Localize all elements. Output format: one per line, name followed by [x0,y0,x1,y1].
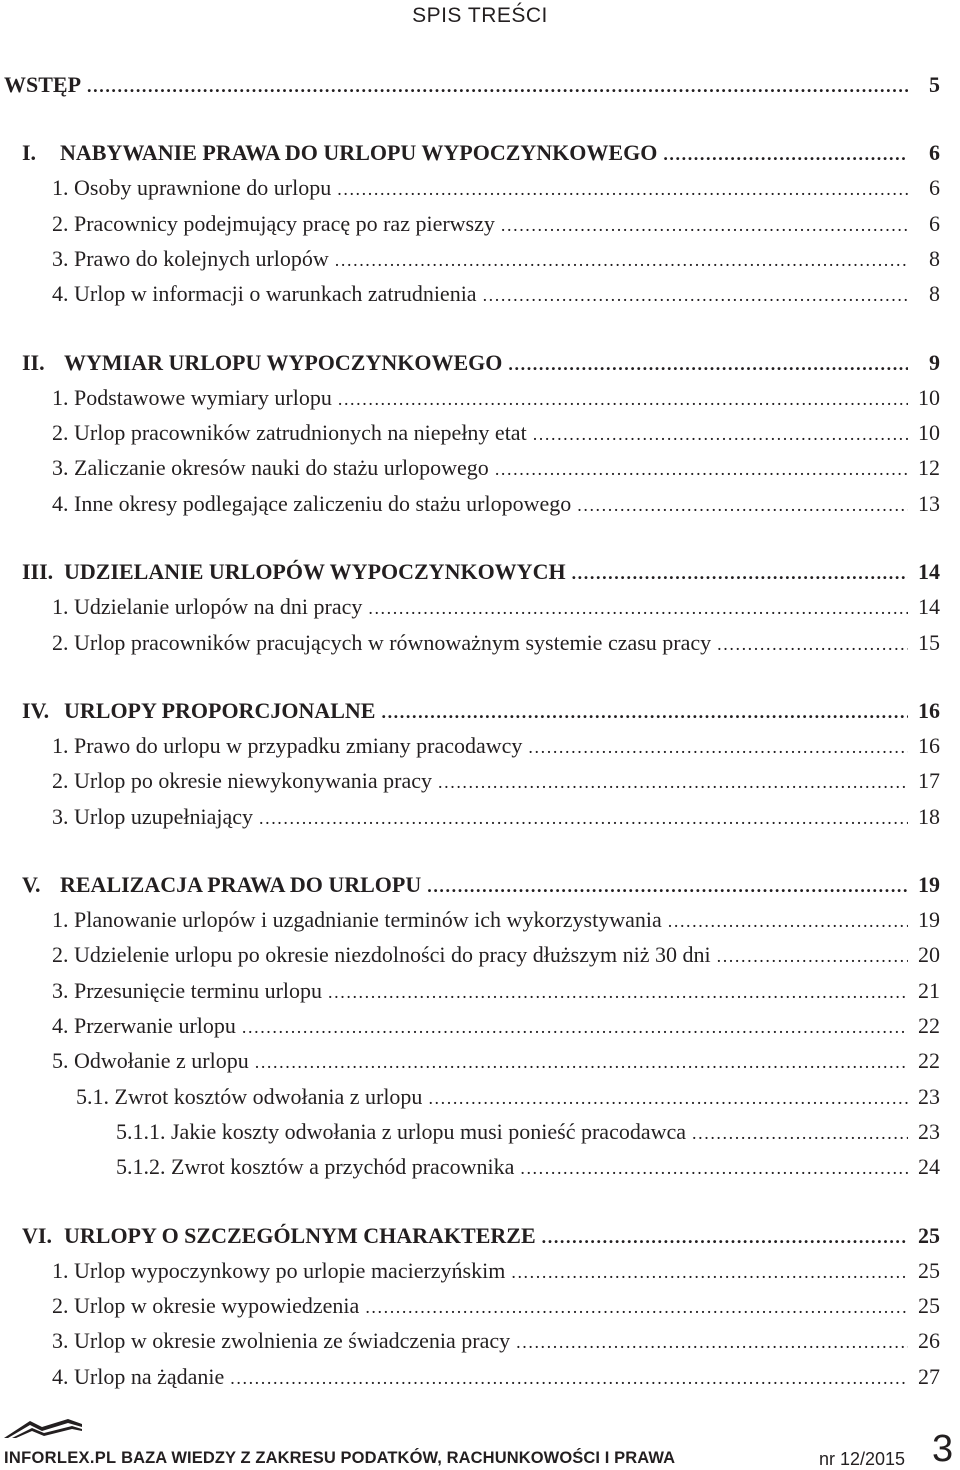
toc-dot-leader [501,208,908,242]
toc-dot-leader [230,1361,908,1395]
toc-chapter-row[interactable] [22,694,940,728]
toc-page-number: 26 [918,1328,940,1353]
toc-entry-row[interactable] [52,242,940,276]
toc-dot-leader [87,69,908,103]
footer-slogan: BAZA WIEDZY Z ZAKRESU PODATKÓW, RACHUNKOWOŚCI I PRAWA [121,1449,676,1467]
toc-entry-title: 1. Podstawowe wymiary urlopu [52,385,332,410]
toc-dot-leader [428,1081,908,1115]
toc-entry-row[interactable] [116,1115,940,1149]
toc-entry-title: 2. Urlop pracowników pracujących w równoważnym systemie czasu pracy [52,630,712,655]
toc-entry-title: 5. Odwołanie z urlopu [52,1048,249,1073]
toc-entry-title: WYMIAR URLOPU WYPOCZYNKOWEGO [64,350,503,375]
toc-entry-title: 2. Urlop pracowników zatrudnionych na niepełny etat [52,420,527,445]
toc-dot-leader [328,975,908,1009]
toc-dot-leader [533,417,908,451]
toc-entry-title: 3. Przesunięcie terminu urlopu [52,978,323,1003]
toc-dot-leader [668,904,908,938]
toc-entry-title: 1. Urlop wypoczynkowy po urlopie macierzyńskim [52,1258,506,1283]
toc-entry-title: 1. Planowanie urlopów i uzgadnianie terminów ich wykorzystywania [52,907,662,932]
toc-entry-row[interactable] [52,381,940,415]
toc-page-number: 24 [918,1154,940,1179]
toc-entry-title: URLOPY PROPORCJONALNE [64,698,376,723]
toc-entry-title: 5.1.2. Zwrot kosztów a przychód pracownika [116,1154,515,1179]
toc-page-number: 19 [918,907,940,932]
toc-entry-title: 1. Osoby uprawnione do urlopu [52,175,332,200]
toc-chapter-number: II. [22,350,45,375]
toc-entry-row[interactable] [52,277,940,311]
toc-dot-leader [572,556,908,590]
toc-entry-row[interactable] [52,1360,940,1394]
toc-dot-leader [511,1255,908,1289]
toc-entry-title: 4. Przerwanie urlopu [52,1013,236,1038]
toc-entry-title: 4. Inne okresy podlegające zaliczeniu do stażu urlopowego [52,491,572,516]
toc-entry-row[interactable] [52,416,940,450]
toc-entry-title: 3. Prawo do kolejnych urlopów [52,246,329,271]
toc-entry-title: 5.1. Zwrot kosztów odwołania z urlopu [76,1084,423,1109]
page-footer [0,1418,960,1469]
toc-entry-row[interactable] [52,590,940,624]
toc-page-number: 27 [918,1364,940,1389]
toc-dot-leader [663,137,908,171]
toc-entry-title: WSTĘP [4,72,82,97]
toc-entry-row[interactable] [52,626,940,660]
toc-page-number: 12 [918,455,940,480]
toc-entry-title: NABYWANIE PRAWA DO URLOPU WYPOCZYNKOWEGO [60,140,658,165]
toc-dot-leader [717,939,908,973]
toc-page-number: 25 [918,1223,940,1248]
toc-chapter-number: III. [22,559,54,584]
footer-brand: INFORLEX.PL [4,1449,117,1467]
toc-page-number: 22 [918,1013,940,1038]
toc-dot-leader [242,1010,908,1044]
toc-dot-leader [427,869,908,903]
toc-dot-leader [542,1220,908,1254]
toc-chapter-row[interactable] [4,68,940,102]
toc-entry-row[interactable] [52,938,940,972]
toc-page-number: 6 [929,140,940,165]
toc-dot-leader [438,765,908,799]
toc-dot-leader [717,627,908,661]
toc-entry-title: 2. Urlop w okresie wypowiedzenia [52,1293,360,1318]
toc-page-number: 25 [918,1258,940,1283]
toc-page-number: 6 [929,211,940,236]
toc-page-number: 23 [918,1084,940,1109]
toc-entry-title: 3. Zaliczanie okresów nauki do stażu urlopowego [52,455,489,480]
toc-dot-leader [495,452,908,486]
footer-issue: nr 12/2015 [819,1449,906,1469]
toc-entry-row[interactable] [52,1289,940,1323]
toc-page-number: 5 [929,72,940,97]
toc-chapter-number: IV. [22,698,50,723]
toc-dot-leader [483,278,908,312]
toc-entry-title: 2. Urlop po okresie niewykonywania pracy [52,768,433,793]
toc-chapter-number: V. [22,872,41,897]
toc-page-number: 16 [918,733,940,758]
toc-page-number: 8 [929,246,940,271]
toc-chapter-number: I. [22,140,37,165]
toc-entry-title: 4. Urlop na żądanie [52,1364,225,1389]
toc-dot-leader [508,347,908,381]
toc-page-number: 18 [918,804,940,829]
toc-page-number: 20 [918,942,940,967]
toc-dot-leader [365,1290,908,1324]
toc-dot-leader [335,243,908,277]
toc-dot-leader [259,801,908,835]
toc-entry-title: REALIZACJA PRAWA DO URLOPU [60,872,422,897]
toc-page-number: 10 [918,385,940,410]
page-header-title: SPIS TREŚCI [412,4,548,27]
toc-page-number: 10 [918,420,940,445]
toc-page-number: 19 [918,872,940,897]
toc-entry-row[interactable] [52,903,940,937]
toc-page-number: 25 [918,1293,940,1318]
toc-chapter-row[interactable] [22,346,940,380]
toc-entry-row[interactable] [76,1080,940,1114]
toc-chapter-number: VI. [22,1223,52,1248]
toc-page-number: 21 [918,978,940,1003]
toc-dot-leader [381,695,908,729]
toc-entry-title: UDZIELANIE URLOPÓW WYPOCZYNKOWYCH [64,559,566,584]
toc-entry-row[interactable] [52,729,940,763]
toc-entry-row[interactable] [52,207,940,241]
toc-page-number: 22 [918,1048,940,1073]
toc-page-number: 16 [918,698,940,723]
toc-dot-leader [516,1325,908,1359]
toc-dot-leader [368,591,908,625]
toc-entry-title: 4. Urlop w informacji o warunkach zatrudnienia [52,281,477,306]
toc-entry-title: 2. Udzielenie urlopu po okresie niezdolności do pracy dłuższym niż 30 dni [52,942,711,967]
toc-chapter-row[interactable] [22,1219,940,1253]
toc-entry-row[interactable] [52,451,940,485]
toc-entry-row[interactable] [52,1324,940,1358]
toc-page-number: 13 [918,491,940,516]
toc-dot-leader [338,382,908,416]
toc-page-number: 14 [918,559,940,584]
toc-entry-row[interactable] [52,1044,940,1078]
toc-dot-leader [577,488,908,522]
toc-dot-leader [337,172,908,206]
toc-entry-title: 5.1.1. Jakie koszty odwołania z urlopu musi ponieść pracodawca [116,1119,687,1144]
toc-entry-row[interactable] [52,974,940,1008]
toc-dot-leader [692,1116,908,1150]
toc-entry-row[interactable] [52,487,940,521]
footer-publication [4,1449,675,1468]
toc-dot-leader [520,1151,908,1185]
toc-page-number: 14 [918,594,940,619]
toc-page-number: 6 [929,175,940,200]
toc-entry-row[interactable] [52,171,940,205]
footer-page-number: 3 [932,1428,954,1470]
toc-entry-row[interactable] [52,800,940,834]
toc-chapter-row[interactable] [22,868,940,902]
toc-page-number: 17 [918,768,940,793]
toc-entry-title: 2. Pracownicy podejmujący pracę po raz pierwszy [52,211,495,236]
toc-page-number: 8 [929,281,940,306]
toc-page-number: 15 [918,630,940,655]
toc-chapter-row[interactable] [22,555,940,589]
inforlex-logo-icon [2,1418,84,1440]
toc-entry-title: 1. Prawo do urlopu w przypadku zmiany pracodawcy [52,733,523,758]
toc-dot-leader [528,730,908,764]
toc-entry-title: URLOPY O SZCZEGÓLNYM CHARAKTERZE [64,1223,536,1248]
toc-entry-row[interactable] [52,1254,940,1288]
toc-entry-row[interactable] [116,1150,940,1184]
toc-entry-row[interactable] [52,1009,940,1043]
toc-entry-title: 1. Udzielanie urlopów na dni pracy [52,594,363,619]
toc-entry-title: 3. Urlop uzupełniający [52,804,253,829]
toc-entry-row[interactable] [52,764,940,798]
toc-page-number: 23 [918,1119,940,1144]
toc-entry-title: 3. Urlop w okresie zwolnienia ze świadczenia pracy [52,1328,511,1353]
toc-chapter-row[interactable] [22,136,940,170]
toc-dot-leader [255,1045,908,1079]
toc-page-number: 9 [929,350,940,375]
